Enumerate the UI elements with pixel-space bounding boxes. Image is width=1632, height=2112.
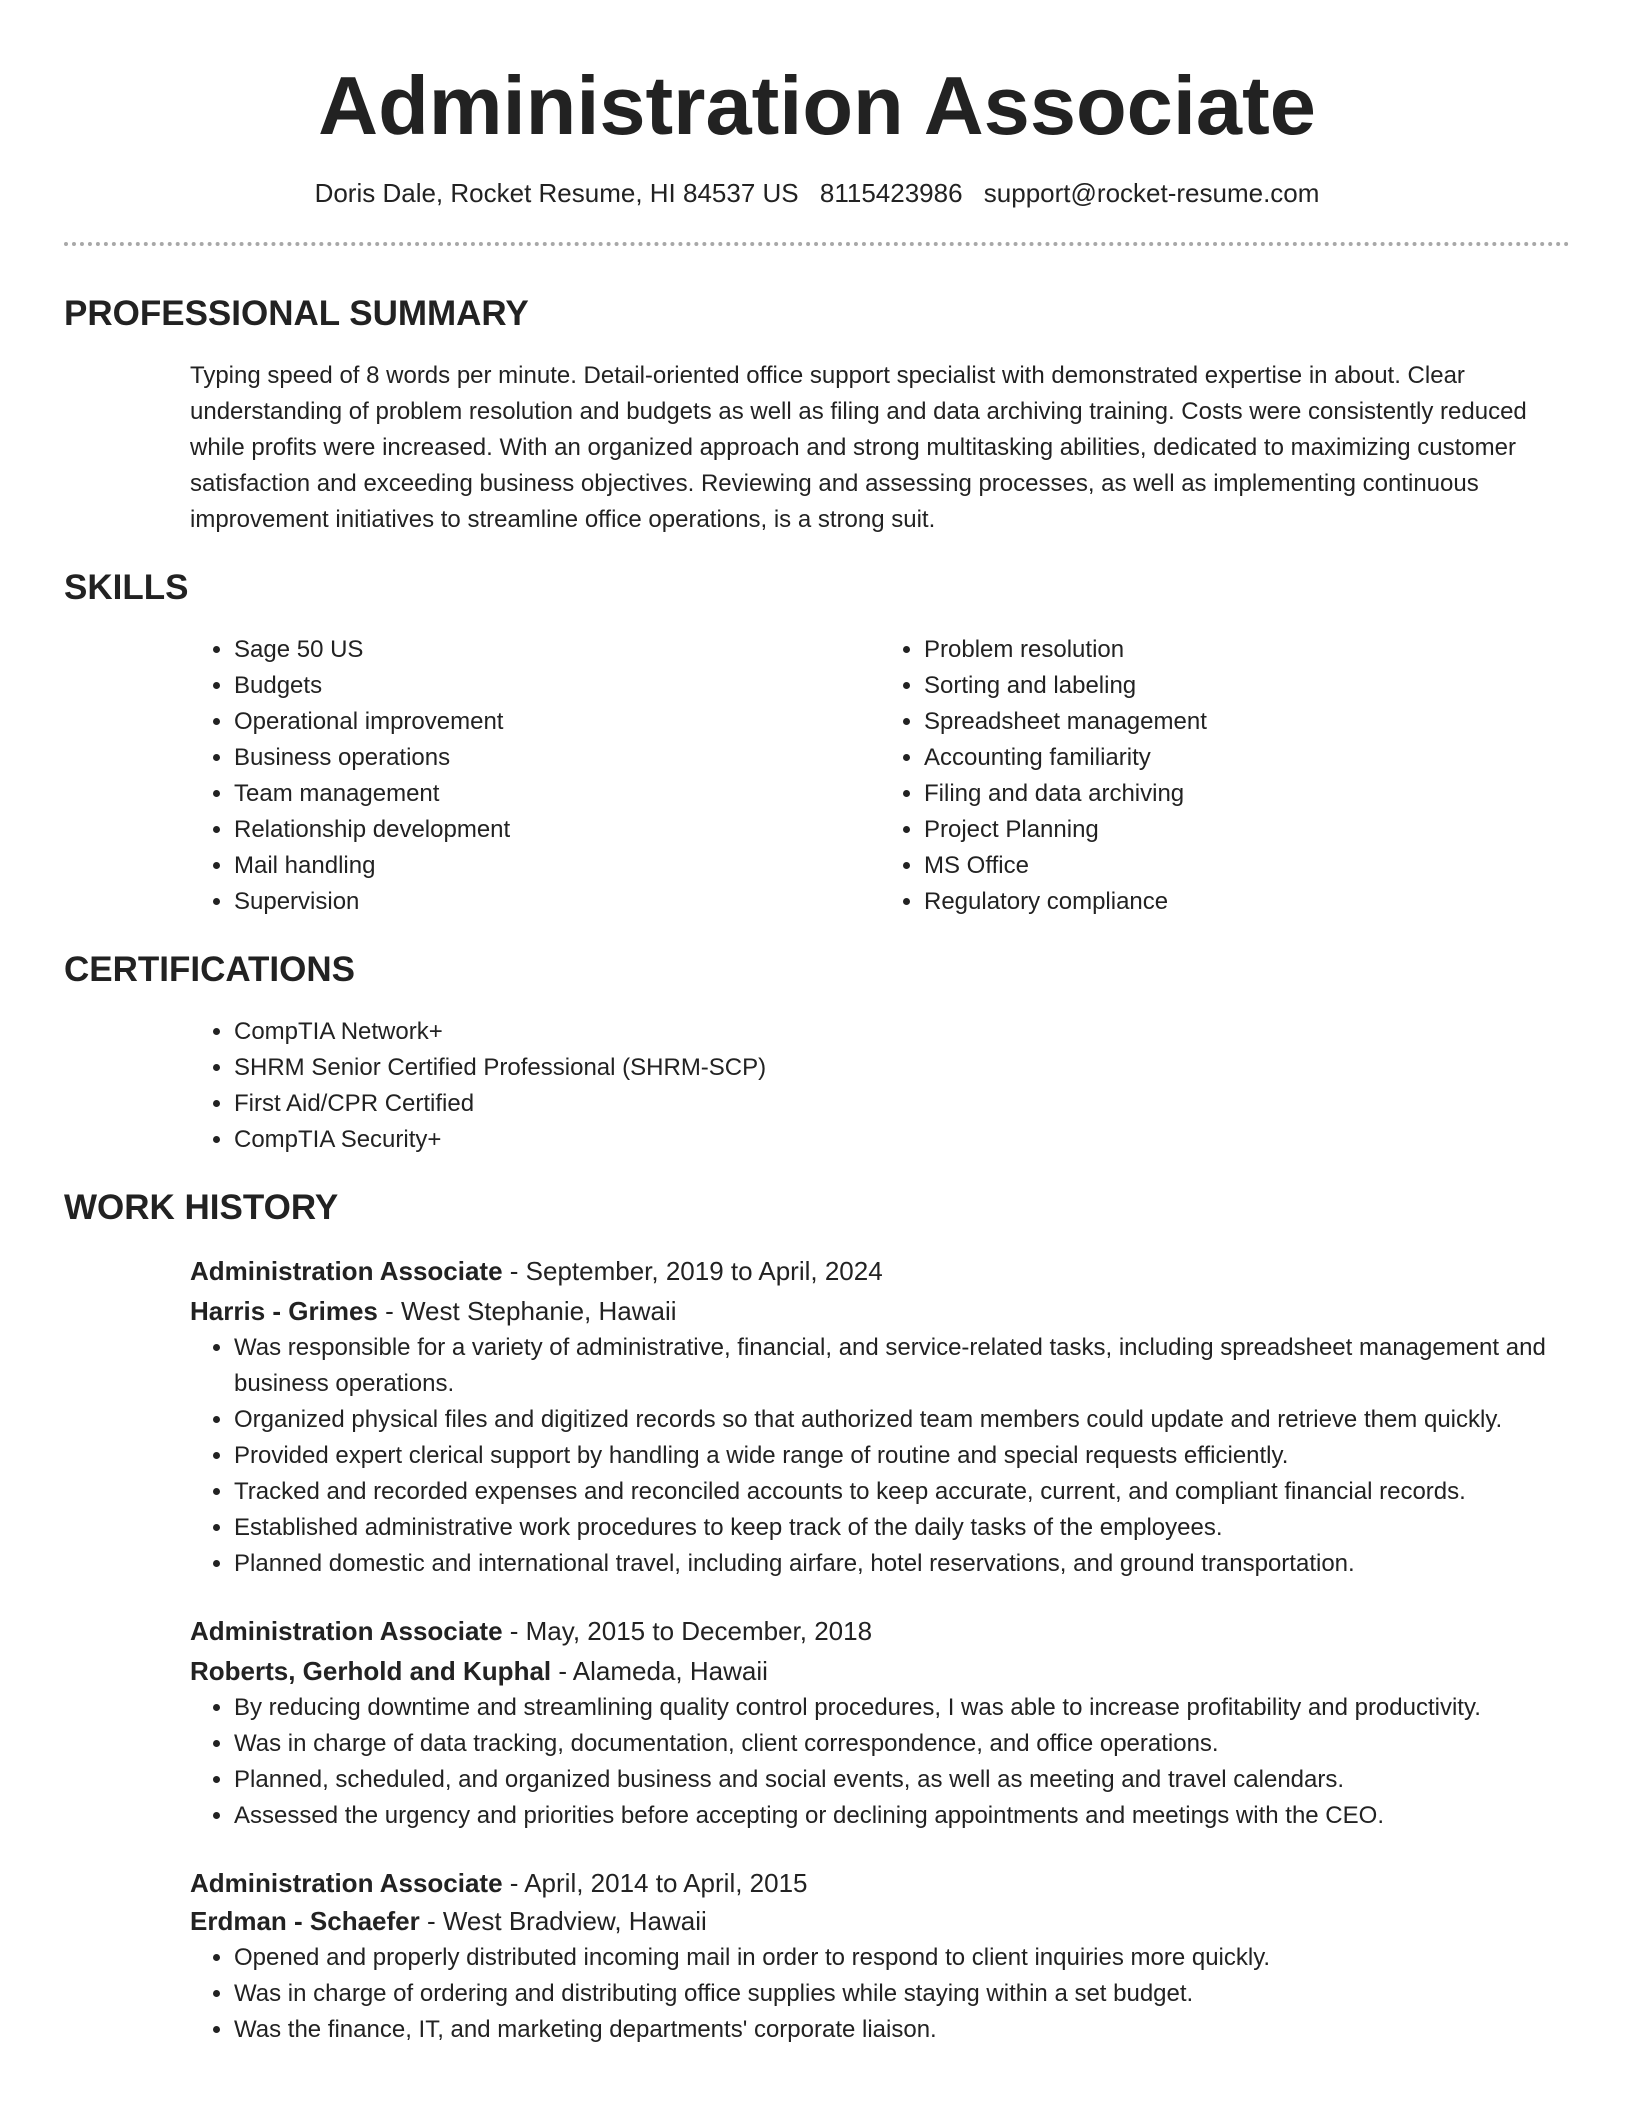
work-section [64, 1186, 1570, 2048]
job-bullet: • Opened and properly distributed incoming mail in order to respond to client inquiries more quickly. [234, 1940, 1570, 1976]
resume-name: Administration Associate [318, 59, 1316, 152]
job-bullet: • Planned, scheduled, and organized business and social events, as well as meeting and travel calendars. [234, 1762, 1570, 1798]
summary-body [190, 358, 1570, 538]
certifications-section [64, 948, 1570, 1158]
job-bullets [190, 1690, 1570, 1834]
skill-item: • MS Office [924, 848, 1570, 884]
job-title-line [190, 1252, 1570, 1290]
job-title-line [190, 1612, 1570, 1650]
skill-item: • Sage 50 US [234, 632, 880, 668]
skill-item: • Operational improvement [234, 704, 880, 740]
contact-address: Doris Dale, Rocket Resume, HI 84537 US [314, 178, 799, 208]
job-bullet: • Planned domestic and international travel, including airfare, hotel reservations, and ground transportation. [234, 1546, 1570, 1582]
certifications-body [190, 1014, 1570, 1158]
skill-item: • Team management [234, 776, 880, 812]
skill-item: • Relationship development [234, 812, 880, 848]
job-company-line [190, 1902, 1570, 1940]
skill-item: • Spreadsheet management [924, 704, 1570, 740]
summary-section [64, 292, 1570, 538]
job-title-line [190, 1864, 1570, 1902]
skills-title: SKILLS [64, 568, 189, 607]
skill-item: • Budgets [234, 668, 880, 704]
job-bullet: • Provided expert clerical support by handling a wide range of routine and special requests efficiently. [234, 1438, 1570, 1474]
job-bullet: • By reducing downtime and streamlining quality control procedures, I was able to increase profitability and productivity. [234, 1690, 1570, 1726]
contact-email: support@rocket-resume.com [983, 178, 1320, 208]
certification-item: • CompTIA Network+ [234, 1014, 1570, 1050]
job-company-line [190, 1652, 1570, 1690]
job-bullet: • Tracked and recorded expenses and reconciled accounts to keep accurate, current, and compliant financial records. [234, 1474, 1570, 1510]
skill-item: • Project Planning [924, 812, 1570, 848]
job-location: - Alameda, Hawaii [551, 1656, 768, 1686]
job-bullet: • Was in charge of ordering and distributing office supplies while staying within a set budget. [234, 1976, 1570, 2012]
certification-item: • CompTIA Security+ [234, 1122, 1570, 1158]
skill-item: • Supervision [234, 884, 880, 920]
job-title: Administration Associate [190, 1616, 503, 1646]
summary-text: Typing speed of 8 words per minute. Detail-oriented office support specialist with demonstrated expertise in about. Clear understanding of problem resolution and budgets as well as filing and data archiving training. Costs were consistently reduced while profits were increased. With an organized approach and strong multitasking abilities, dedicated to maximizing customer satisfaction and exceeding business objectives. Reviewing and assessing processes, as well as implementing continuous improvement initiatives to streamline office operations, is a strong suit. [190, 362, 1527, 533]
skill-item: • Regulatory compliance [924, 884, 1570, 920]
job-location: - West Bradview, Hawaii [419, 1906, 707, 1936]
certifications-title: CERTIFICATIONS [64, 950, 356, 989]
job-company: Harris - Grimes [190, 1296, 378, 1326]
job-entry [190, 1612, 1570, 1834]
contact-phone: 8115423986 [819, 178, 963, 208]
job-entry [190, 1864, 1570, 2048]
certifications-list [190, 1014, 1570, 1158]
skill-item: • Sorting and labeling [924, 668, 1570, 704]
skill-item: • Business operations [234, 740, 880, 776]
job-company: Roberts, Gerhold and Kuphal [190, 1656, 552, 1686]
certification-item: • First Aid/CPR Certified [234, 1086, 1570, 1122]
job-bullet: • Assessed the urgency and priorities before accepting or declining appointments and meetings with the CEO. [234, 1798, 1570, 1834]
job-title: Administration Associate [190, 1868, 503, 1898]
job-dates: - May, 2015 to December, 2018 [502, 1616, 873, 1646]
header-divider [64, 242, 1570, 246]
skills-section [64, 566, 1570, 920]
job-company: Erdman - Schaefer [190, 1906, 420, 1936]
job-bullet: • Established administrative work procedures to keep track of the daily tasks of the employees. [234, 1510, 1570, 1546]
skill-item: • Accounting familiarity [924, 740, 1570, 776]
job-dates: - September, 2019 to April, 2024 [502, 1256, 883, 1286]
job-title: Administration Associate [190, 1256, 503, 1286]
work-title: WORK HISTORY [64, 1188, 339, 1227]
skills-columns [190, 632, 1570, 920]
job-dates: - April, 2014 to April, 2015 [502, 1868, 808, 1898]
job-bullet: • Organized physical files and digitized records so that authorized team members could update and retrieve them quickly. [234, 1402, 1570, 1438]
skills-list-left [190, 632, 880, 920]
job-location: - West Stephanie, Hawaii [377, 1296, 677, 1326]
skills-list-right [880, 632, 1570, 920]
skill-item: • Mail handling [234, 848, 880, 884]
resume-page [64, 0, 1570, 2048]
summary-title: PROFESSIONAL SUMMARY [64, 294, 529, 333]
job-entry [190, 1252, 1570, 1582]
skill-item: • Filing and data archiving [924, 776, 1570, 812]
job-bullet: • Was in charge of data tracking, documentation, client correspondence, and office operations. [234, 1726, 1570, 1762]
contact-line [64, 176, 1570, 210]
skill-item: • Problem resolution [924, 632, 1570, 668]
job-bullet: • Was responsible for a variety of administrative, financial, and service-related tasks, including spreadsheet management and business operations. [234, 1330, 1570, 1402]
job-bullets [190, 1330, 1570, 1582]
certification-item: • SHRM Senior Certified Professional (SHRM-SCP) [234, 1050, 1570, 1086]
job-bullet: • Was the finance, IT, and marketing departments' corporate liaison. [234, 2012, 1570, 2048]
job-company-line [190, 1292, 1570, 1330]
job-bullets [190, 1940, 1570, 2048]
